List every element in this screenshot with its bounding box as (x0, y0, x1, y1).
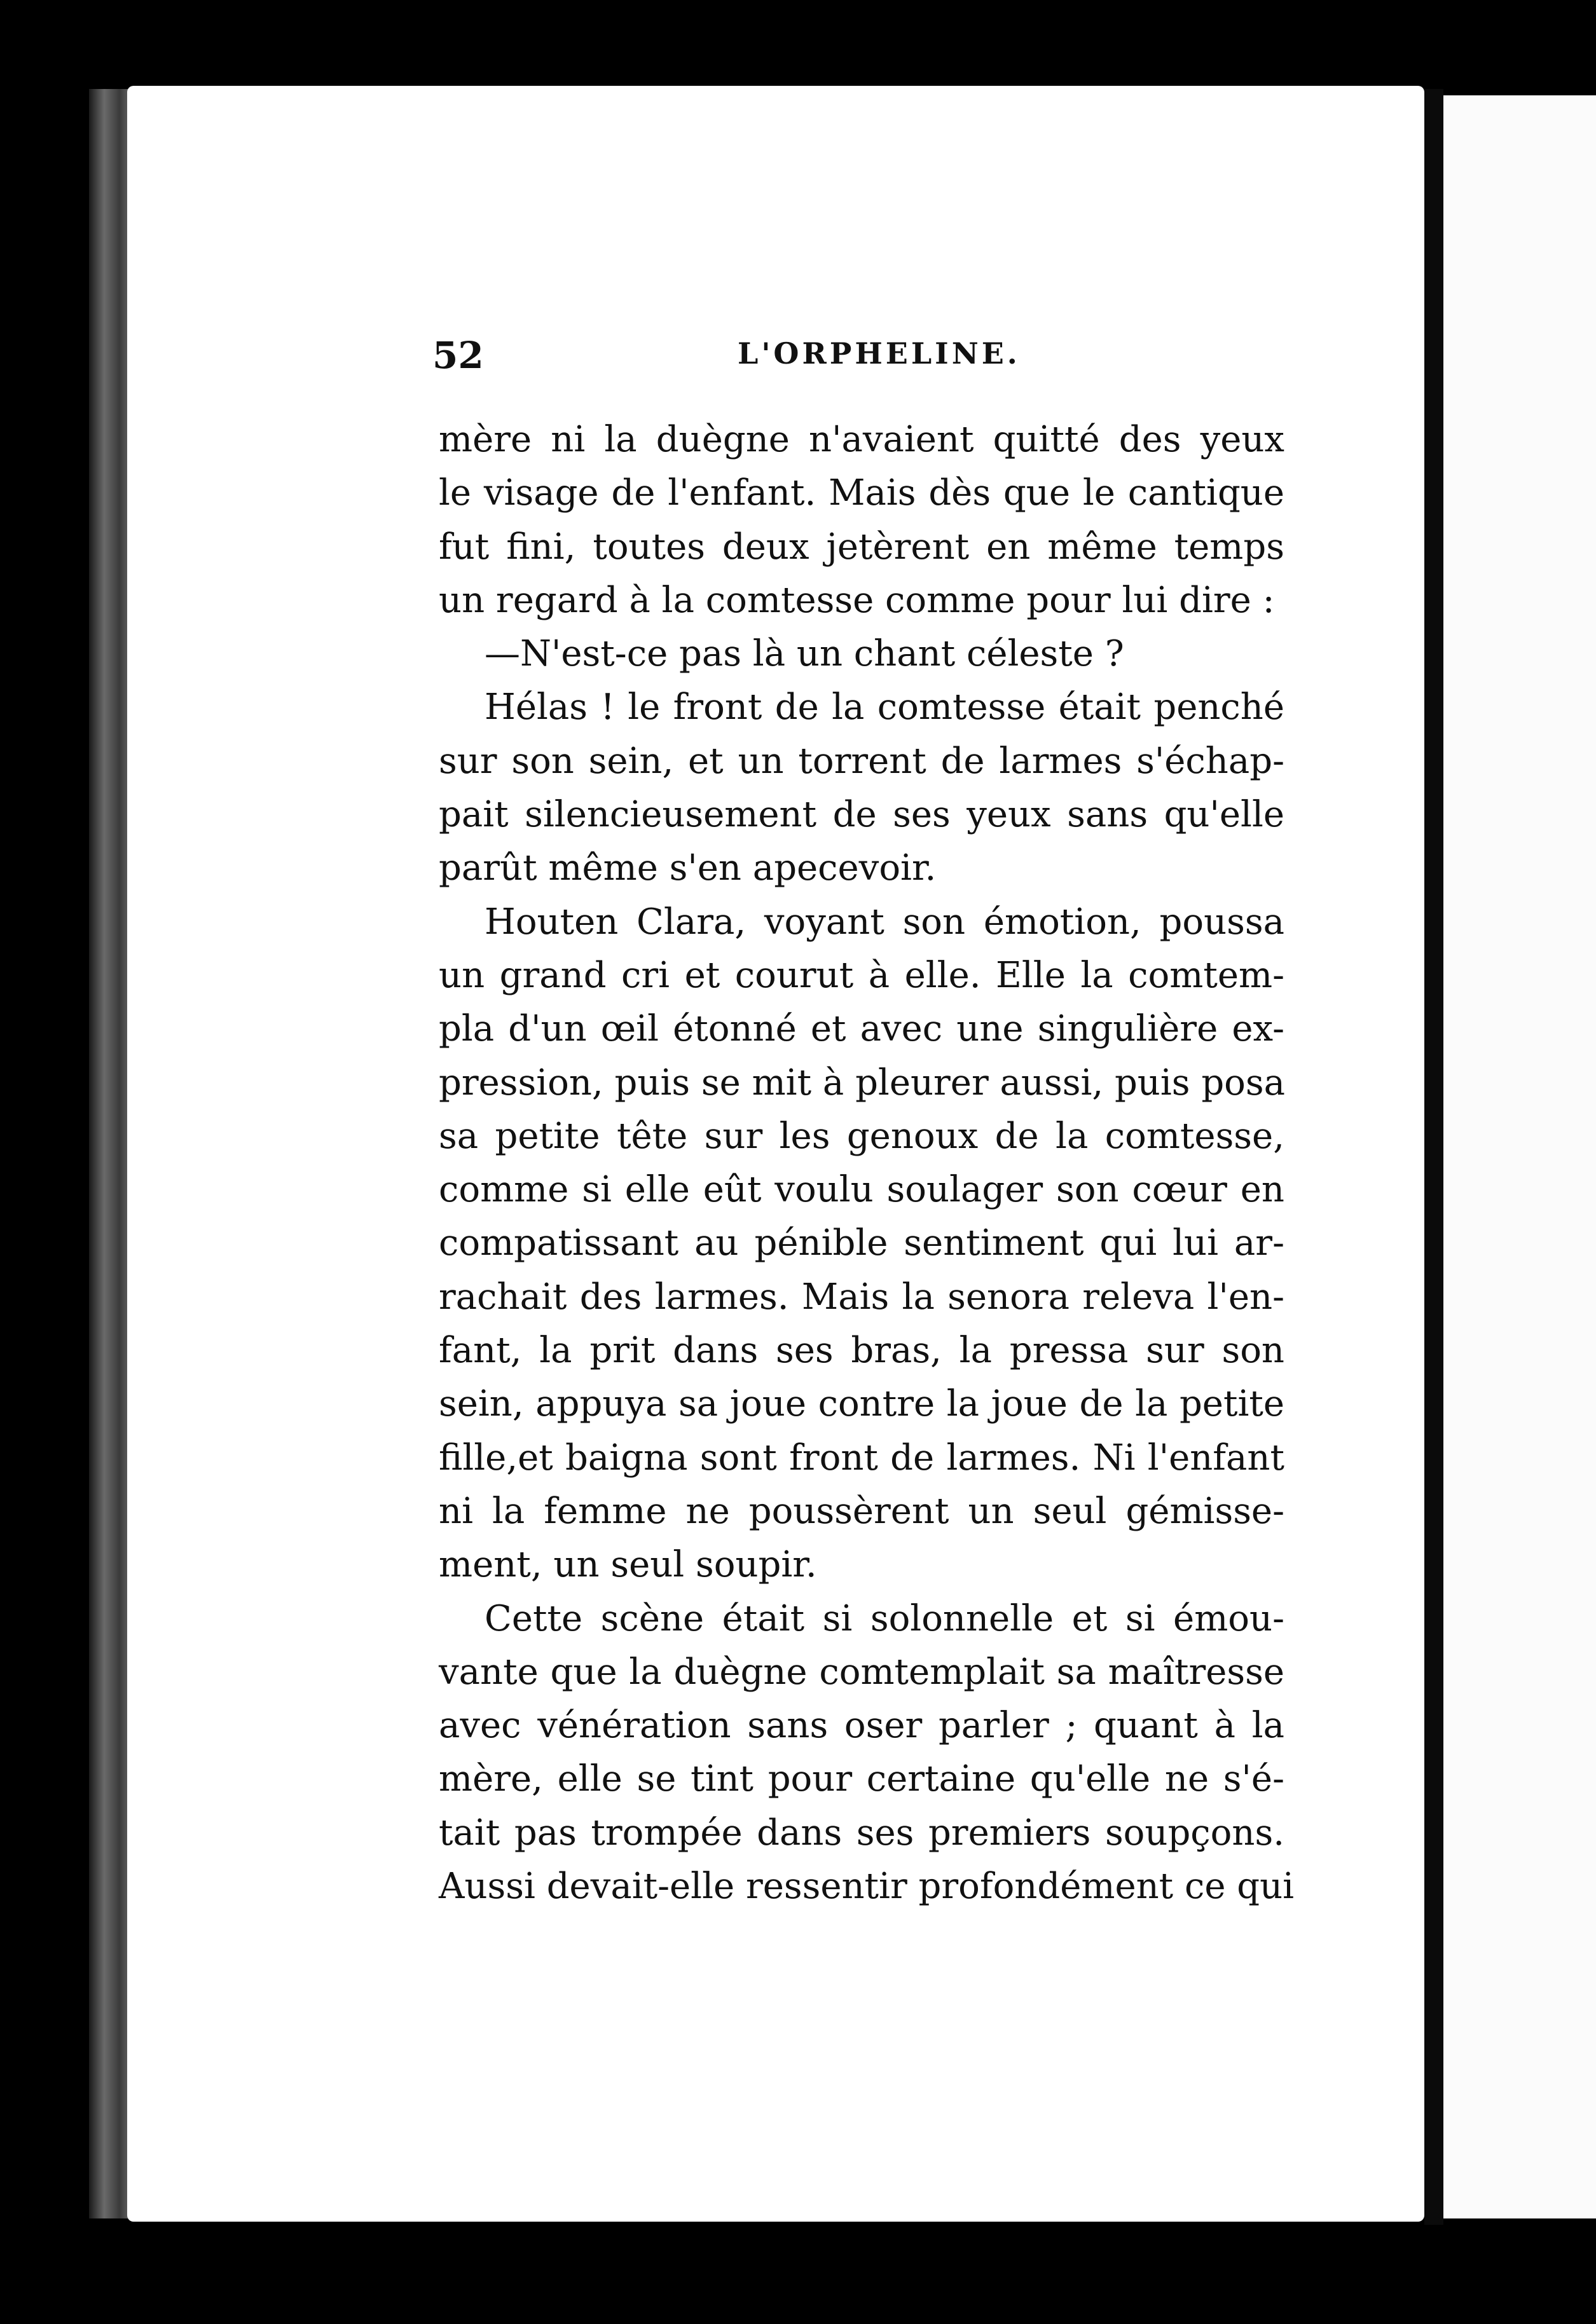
text-line: mère ni la duègne n'avaient quitté des yeux (439, 419, 1284, 460)
text-line: avec vénération sans oser parler ; quant à la (439, 1705, 1284, 1747)
page-number: 52 (432, 334, 484, 377)
text-line: rachait des larmes. Mais la senora releva l'en- (439, 1276, 1284, 1318)
text-line: pression, puis se mit à pleurer aussi, puis posa (439, 1062, 1286, 1104)
text-line: compatissant au pénible sentiment qui lui ar- (439, 1222, 1284, 1264)
text-line: pla d'un œil étonné et avec une singulière ex- (439, 1008, 1284, 1050)
text-line: pait silencieusement de ses yeux sans qu'elle (439, 794, 1284, 836)
text-line: vante que la duègne comtemplait sa maîtresse (439, 1651, 1284, 1693)
text-line: —N'est-ce pas là un chant céleste ? (485, 633, 1124, 675)
text-line: Cette scène était si solonnelle et si émou- (485, 1597, 1284, 1639)
text-line: sur son sein, et un torrent de larmes s'échap- (439, 740, 1284, 782)
text-line: parût même s'en apecevoir. (439, 847, 937, 889)
page-header (432, 334, 1284, 391)
text-line: fant, la prit dans ses bras, la pressa sur son (439, 1330, 1284, 1372)
text-line: Hélas ! le front de la comtesse était penché (485, 687, 1284, 728)
text-line: le visage de l'enfant. Mais dès que le cantique (439, 472, 1284, 514)
text-line: fut fini, toutes deux jetèrent en même temps (439, 526, 1284, 568)
text-line: un grand cri et courut à elle. Elle la comtem- (439, 954, 1284, 996)
text-line: sein, appuya sa joue contre la joue de la petite (439, 1383, 1284, 1425)
text-line: ment, un seul soupir. (439, 1544, 817, 1586)
text-line: mère, elle se tint pour certaine qu'elle ne s'é- (439, 1758, 1284, 1800)
text-line: un regard à la comtesse comme pour lui dire : (439, 579, 1275, 621)
text-line: Houten Clara, voyant son émotion, poussa (485, 901, 1284, 943)
body-text (439, 413, 1295, 1913)
text-line: comme si elle eût voulu soulager son cœur en (439, 1169, 1284, 1211)
text-line: sa petite tête sur les genoux de la comtesse, (439, 1115, 1284, 1157)
text-line: ni la femme ne poussèrent un seul gémisse- (439, 1490, 1284, 1532)
text-line: fille,et baigna sont front de larmes. Ni l'enfant (439, 1437, 1284, 1479)
facing-page-edge (1443, 95, 1596, 2218)
text-line: Aussi devait-elle ressentir profondément ce qui (439, 1866, 1295, 1908)
text-line: tait pas trompée dans ses premiers soupçons. (439, 1812, 1284, 1854)
page-gutter (1424, 89, 1443, 2225)
running-title: L'ORPHELINE. (738, 336, 1021, 371)
